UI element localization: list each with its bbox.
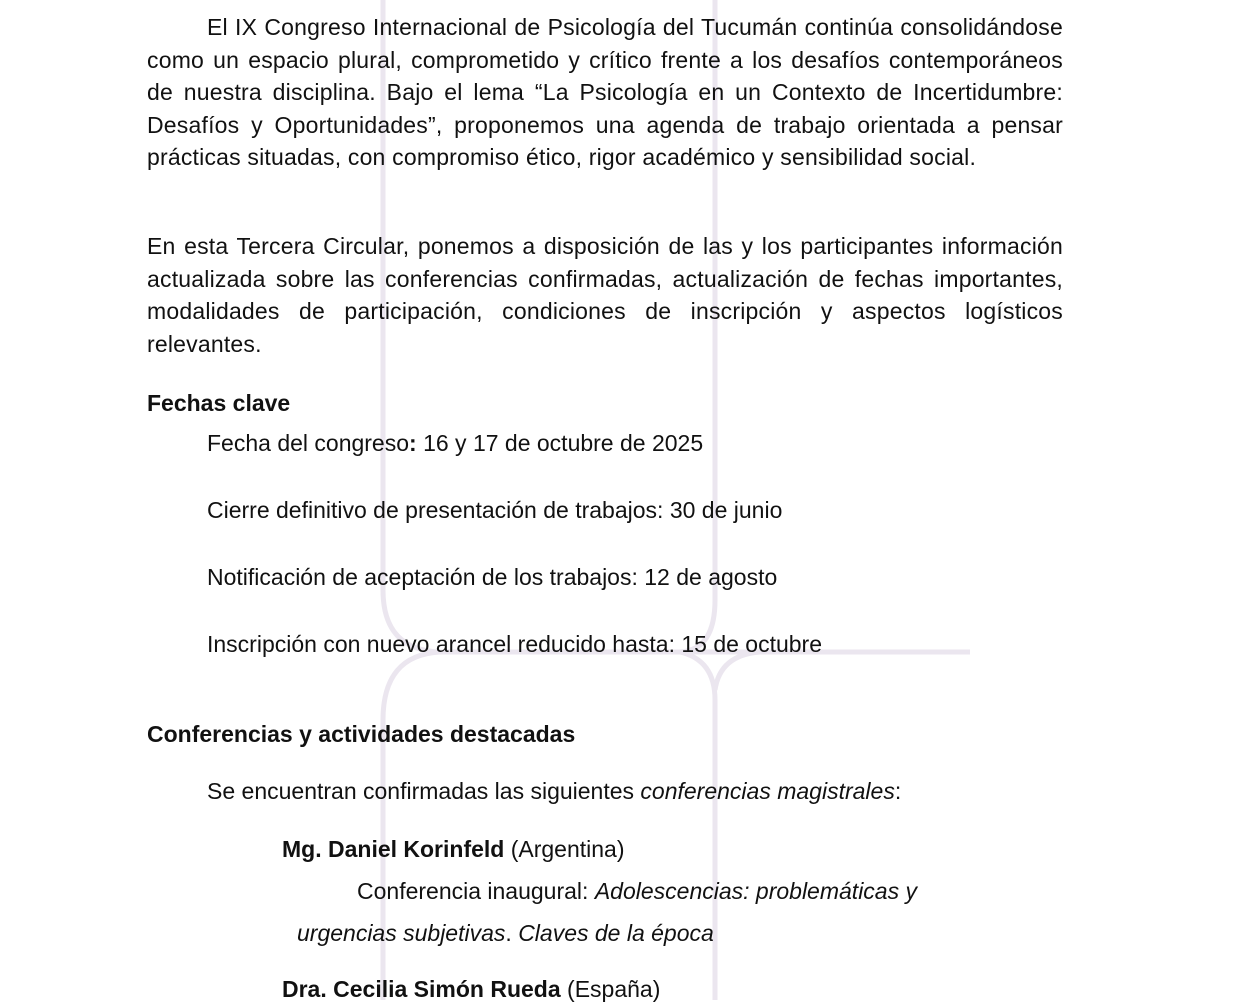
- date-separator: :: [409, 430, 417, 456]
- conference-title-line-2: [297, 920, 714, 947]
- speaker-name: Mg. Daniel Korinfeld: [282, 836, 505, 862]
- date-separator: :: [668, 631, 675, 657]
- date-separator: :: [631, 564, 638, 590]
- conference-title-part-1: Adolescencias: problemáticas y: [594, 878, 917, 904]
- date-value: 15 de octubre: [674, 631, 823, 657]
- conference-label: Conferencia inaugural:: [357, 878, 595, 904]
- intro-text: Se encuentran confirmadas las siguientes: [207, 778, 641, 804]
- section-heading-fechas: Fechas clave: [147, 390, 291, 416]
- date-value: 30 de junio: [663, 497, 783, 523]
- date-separator: :: [657, 497, 664, 523]
- conference-title-part-3: Claves de la época: [518, 920, 714, 946]
- date-label: Inscripción con nuevo arancel reducido hasta: [207, 631, 669, 657]
- date-label: Cierre definitivo de presentación de trabajos: [207, 497, 658, 523]
- date-item: [207, 631, 822, 658]
- date-value: 16 y 17 de octubre de 2025: [416, 430, 704, 456]
- date-item: [207, 564, 777, 591]
- speaker-country: (Argentina): [504, 836, 625, 862]
- speaker-name: Dra. Cecilia Simón Rueda: [282, 976, 561, 1002]
- speaker-2: [282, 976, 660, 1003]
- date-label: Fecha del congreso: [207, 430, 410, 456]
- date-item: [207, 430, 703, 457]
- intro-end: :: [894, 778, 902, 804]
- date-item: [207, 497, 782, 524]
- watermark-shape-lower: [383, 652, 440, 1000]
- watermark-shape-center-bottom: [680, 652, 715, 1000]
- speaker-country: (España): [560, 976, 661, 1002]
- conference-title-separator: .: [505, 920, 519, 946]
- date-value: 12 de agosto: [637, 564, 778, 590]
- intro-italic: conferencias magistrales: [640, 778, 895, 804]
- conferencias-intro: [207, 778, 901, 805]
- conference-title-line-1: [357, 878, 917, 905]
- section-heading-conferencias: Conferencias y actividades destacadas: [147, 721, 576, 747]
- conference-title-part-2: urgencias subjetivas: [297, 920, 506, 946]
- speaker-1: [282, 836, 625, 863]
- intro-paragraph-2: En esta Tercera Circular, ponemos a disposición de las y los participantes información actualizada sobre las conferencias confirmadas, actualización de fechas importantes, modalidades de participación, condiciones de inscripción y aspectos logísticos relevantes.: [147, 233, 1063, 357]
- intro-paragraph-1: El IX Congreso Internacional de Psicología del Tucumán continúa consolidándose como un espacio plural, comprometido y crítico frente a los desafíos contemporáneos de nuestra disciplina. Bajo el lema “La Psicología en un Contexto de Incertidumbre: Desafíos y Oportunidades”, proponemos una agenda de trabajo orientada a pensar prácticas situadas, con compromiso ético, rigor académico y sensibilidad social.: [147, 14, 1063, 170]
- date-label: Notificación de aceptación de los trabajos: [207, 564, 632, 590]
